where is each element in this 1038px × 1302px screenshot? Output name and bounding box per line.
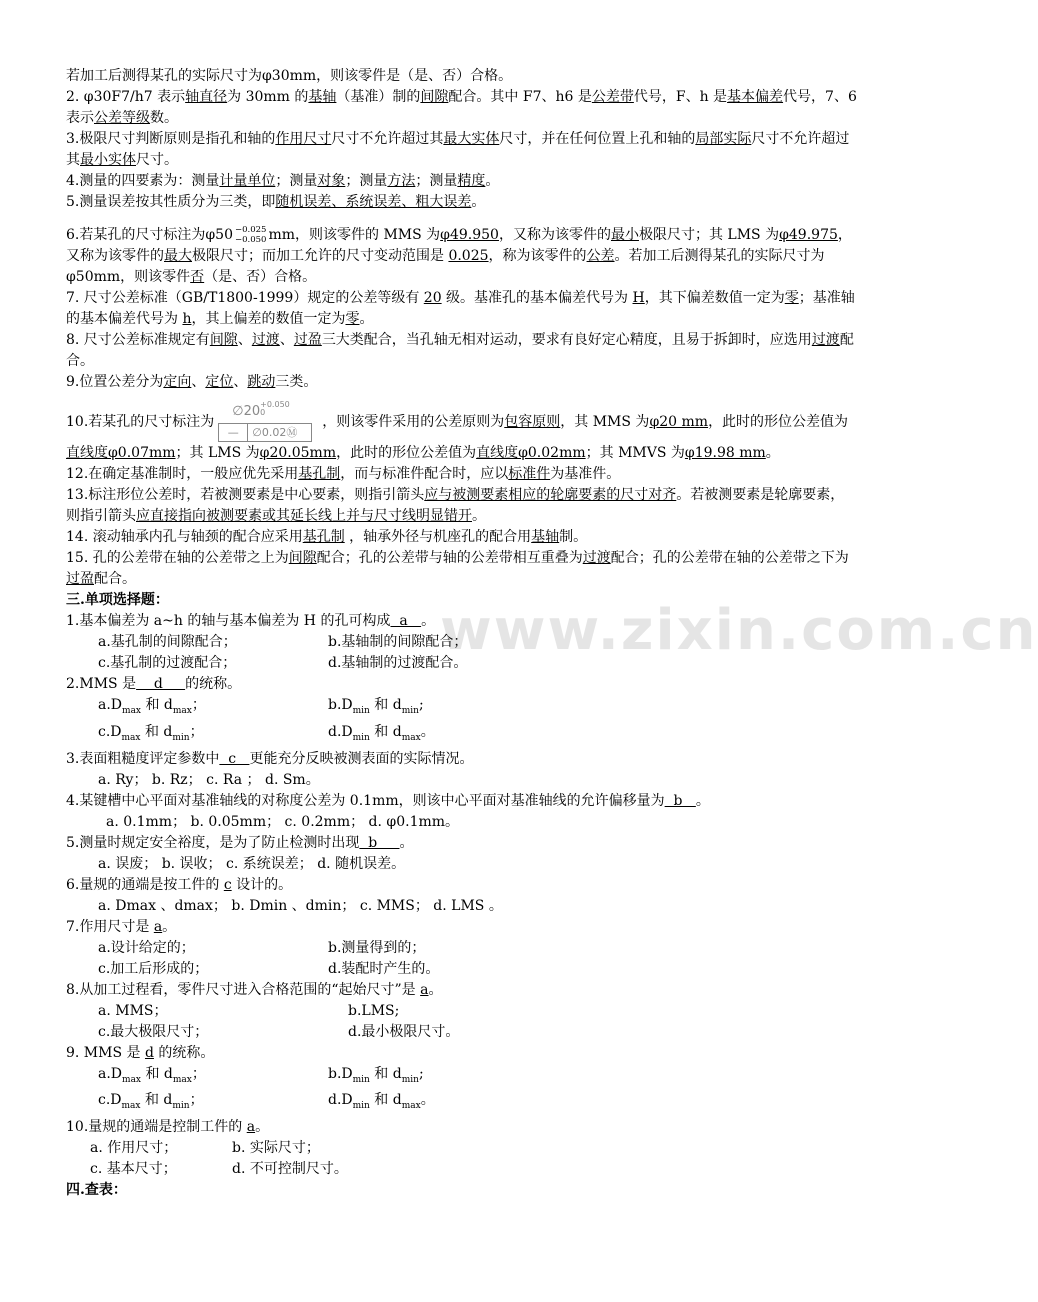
- item-8: 8. 尺寸公差标准规定有间隙、过渡、过盈三大类配合，当孔轴无相对运动，要求有良好定心精度，且易于拆卸时，应选用过渡配合。: [66, 332, 854, 369]
- q6: 6.量规的通端是按工件的 c 设计的。: [66, 876, 293, 893]
- q9: 9. MMS 是 d 的统称。: [66, 1044, 215, 1061]
- feature-control-frame: ∅20 $^{+0.050 0}$ — ∅0.02Ⓜ: [218, 401, 318, 443]
- q9-options-row2: $c.D_{max}$ 和 $d_{min}$； $d.D_{min}$ 和 $d_{max}$。: [98, 1092, 435, 1112]
- item-14: 14. 滚动轴承内孔与轴颈的配合应采用基孔制 ，轴承外径与机座孔的配合用基轴制。: [66, 529, 588, 545]
- section-3-title: 三.单项选择题：: [66, 592, 169, 608]
- item-10: 10.若某孔的尺寸标注为 ∅20 $^{+0.050 0}$ — ∅0.02Ⓜ ，则该零件采用的公差原则为包容原则，其 MMS 为φ20 mm，此时的形位公差值为直线度φ0.07mm；其 LMS 为φ20.05mm，此时的形位公差值为直线度φ0.02mm；其 MMVS 为φ19.98 mm。: [66, 400, 849, 461]
- q3-options: a. Ry； b. Rz； c. Ra ； d. Sm。: [98, 771, 320, 788]
- section-4-title: 四.查表：: [66, 1182, 127, 1199]
- item-2: 2. φ30F7/h7 表示轴直径为 30mm 的基轴（基准）制的间隙配合。其中 F7、h6 是公差带代号，F、h 是基本偏差代号，7、6 表示公差等级数。: [66, 89, 857, 126]
- q2: 2.MMS 是 d 的统称。: [66, 676, 242, 692]
- item-13: 13.标注形位公差时，若被测要素是中心要素，则指引箭头应与被测要素相应的轮廓要素的尺寸对齐。若被测要素是轮廓要素，则指引箭头应直接指向被测要素或其延长线上并与尺寸线明显错开。: [66, 487, 845, 524]
- q7-options-row2: c.加工后形成的； d.装配时产生的。: [98, 960, 440, 977]
- item-5: 5.测量误差按其性质分为三类，即随机误差、系统误差、粗大误差。: [66, 194, 486, 210]
- q8-options-row1: a. MMS； b.LMS;: [98, 1002, 400, 1019]
- watermark: www.zixin.com.cn: [440, 598, 1038, 663]
- line-0: 若加工后测得某孔的实际尺寸为φ30mm，则该零件是（是、否）合格。: [66, 68, 513, 84]
- q10: 10.量规的通端是控制工件的 a。: [66, 1119, 270, 1136]
- q1: 1.基本偏差为 a~h 的轴与基本偏差为 H 的孔可构成 a 。: [66, 613, 436, 629]
- q10-options-row2: c. 基本尺寸； d. 不可控制尺寸。: [90, 1161, 348, 1178]
- q5-options: a. 误废； b. 误收； c. 系统误差； d. 随机误差。: [98, 855, 406, 872]
- q4-options: a. 0.1mm； b. 0.05mm； c. 0.2mm； d. φ0.1mm。: [106, 813, 460, 830]
- q8: 8.从加工过程看，零件尺寸进入合格范围的“起始尺寸”是 a。: [66, 981, 443, 998]
- item-6: 6.若某孔的尺寸标注为φ50 −0.025 −0.050 mm，则该零件的 MMS 为φ49.950，又称为该零件的最小极限尺寸；其 LMS 为φ49.975，又称为该零件的最大极限尺寸；而加工允许的尺寸变动范围是 0.025，称为该零件的公差。若加工后测得某孔的实际尺寸为φ50mm，则该零件否（是、否）合格。: [66, 225, 852, 285]
- tolerance-stack: −0.025 −0.050: [234, 225, 267, 245]
- item-15: 15. 孔的公差带在轴的公差带之上为间隙配合；孔的公差带与轴的公差带相互重叠为过渡配合；孔的公差带在轴的公差带之下为过盈配合。: [66, 550, 849, 587]
- q6-options: a. Dmax 、dmax； b. Dmin 、dmin； c. MMS； d. LMS 。: [98, 897, 503, 914]
- item-12: 12.在确定基准制时，一般应优先采用基孔制，而与标准件配合时，应以标准件为基准件。: [66, 466, 621, 482]
- q2-options-row1: $a.D_{max}$ 和 $d_{max}$； $b.D_{min}$ 和 $d_{min}$;: [98, 697, 424, 716]
- q1-options-row1: a.基孔制的间隙配合； b.基轴制的间隙配合；: [98, 634, 468, 650]
- q7-options-row1: a.设计给定的； b.测量得到的；: [98, 939, 426, 956]
- item-9: 9.位置公差分为定向、定位、跳动三类。: [66, 374, 318, 390]
- q8-options-row2: c.最大极限尺寸； d.最小极限尺寸。: [98, 1023, 460, 1040]
- item-7: 7. 尺寸公差标准（GB/T1800-1999）规定的公差等级有 20 级。基准孔的基本偏差代号为 H，其下偏差数值一定为零；基准轴的基本偏差代号为 h，其上偏差的数值一定为零。: [66, 290, 855, 327]
- q2-options-row2: $c.D_{max}$ 和 $d_{min}$； $d.D_{min}$ 和 $d_{max}$。: [98, 723, 435, 743]
- q7: 7.作用尺寸是 a。: [66, 918, 177, 935]
- q1-options-row2: c.基孔制的过渡配合； d.基轴制的过渡配合。: [98, 655, 468, 671]
- q10-options-row1: a. 作用尺寸； b. 实际尺寸；: [90, 1140, 320, 1157]
- item-4: 4.测量的四要素为：测量计量单位；测量对象；测量方法；测量精度。: [66, 173, 500, 189]
- document-page: [66, 66, 858, 1201]
- q3: 3.表面粗糙度评定参数中 c 更能充分反映被测表面的实际情况。: [66, 750, 474, 767]
- q4: 4.某键槽中心平面对基准轴线的对称度公差为 0.1mm，则该中心平面对基准轴线的允许偏移量为 b 。: [66, 792, 710, 809]
- q9-options-row1: $a.D_{max}$ 和 $d_{max}$； $b.D_{min}$ 和 $d_{min}$;: [98, 1065, 424, 1085]
- item-3: 3.极限尺寸判断原则是指孔和轴的作用尺寸尺寸不允许超过其最大实体尺寸，并在任何位置上孔和轴的局部实际尺寸不允许超过其最小实体尺寸。: [66, 131, 850, 168]
- q5: 5.测量时规定安全裕度，是为了防止检测时出现 b 。: [66, 834, 414, 851]
